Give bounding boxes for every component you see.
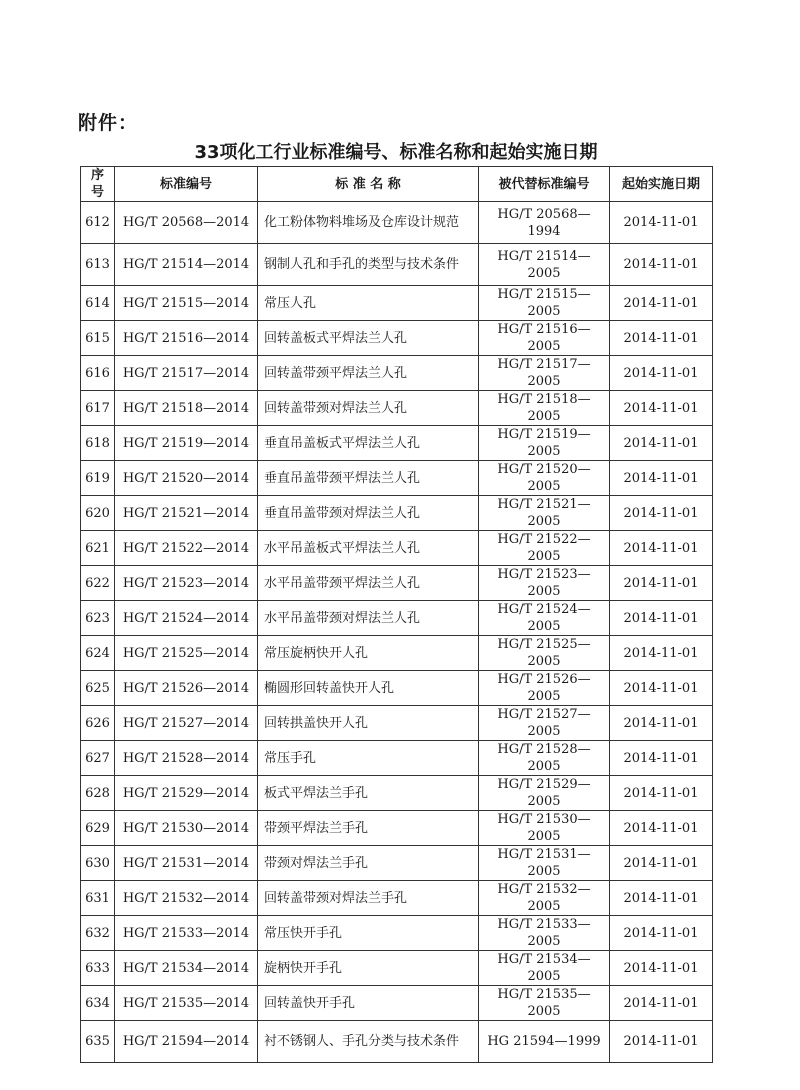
cell-seq: 612 — [81, 202, 115, 244]
cell-start-date: 2014-11-01 — [610, 881, 713, 916]
cell-replaced-standard: HG/T 21529—2005 — [479, 776, 610, 811]
table-row — [81, 286, 713, 321]
cell-standard-name: 常压快开手孔 — [258, 916, 479, 951]
cell-start-date: 2014-11-01 — [610, 244, 713, 286]
cell-seq: 634 — [81, 986, 115, 1021]
cell-seq: 616 — [81, 356, 115, 391]
cell-replaced-standard: HG/T 21517—2005 — [479, 356, 610, 391]
cell-standard-name: 回转拱盖快开人孔 — [258, 706, 479, 741]
table-row — [81, 706, 713, 741]
cell-replaced-standard: HG/T 21535—2005 — [479, 986, 610, 1021]
cell-standard-name: 常压旋柄快开人孔 — [258, 636, 479, 671]
cell-replaced-standard: HG/T 21522—2005 — [479, 531, 610, 566]
cell-start-date: 2014-11-01 — [610, 706, 713, 741]
cell-standard-number: HG/T 21528—2014 — [115, 741, 258, 776]
cell-replaced-standard: HG/T 21518—2005 — [479, 391, 610, 426]
cell-seq: 613 — [81, 244, 115, 286]
cell-seq: 630 — [81, 846, 115, 881]
cell-replaced-standard: HG/T 20568—1994 — [479, 202, 610, 244]
cell-standard-number: HG/T 21525—2014 — [115, 636, 258, 671]
cell-standard-name: 带颈平焊法兰手孔 — [258, 811, 479, 846]
cell-standard-name: 常压人孔 — [258, 286, 479, 321]
cell-standard-name: 衬不锈钢人、手孔分类与技术条件 — [258, 1021, 479, 1063]
cell-standard-number: HG/T 21527—2014 — [115, 706, 258, 741]
table-row — [81, 531, 713, 566]
table-row — [81, 951, 713, 986]
cell-standard-name: 板式平焊法兰手孔 — [258, 776, 479, 811]
cell-standard-number: HG/T 21534—2014 — [115, 951, 258, 986]
cell-replaced-standard: HG/T 21523—2005 — [479, 566, 610, 601]
cell-standard-name: 钢制人孔和手孔的类型与技术条件 — [258, 244, 479, 286]
cell-replaced-standard: HG/T 21515—2005 — [479, 286, 610, 321]
header-standard-number: 标准编号 — [115, 167, 258, 202]
table-row — [81, 916, 713, 951]
cell-start-date: 2014-11-01 — [610, 391, 713, 426]
cell-standard-number: HG/T 21518—2014 — [115, 391, 258, 426]
cell-seq: 628 — [81, 776, 115, 811]
cell-replaced-standard: HG/T 21528—2005 — [479, 741, 610, 776]
cell-start-date: 2014-11-01 — [610, 776, 713, 811]
cell-start-date: 2014-11-01 — [610, 496, 713, 531]
cell-start-date: 2014-11-01 — [610, 356, 713, 391]
table-row — [81, 776, 713, 811]
cell-standard-number: HG/T 21594—2014 — [115, 1021, 258, 1063]
cell-standard-number: HG/T 21520—2014 — [115, 461, 258, 496]
header-replaced-standard: 被代替标准编号 — [479, 167, 610, 202]
cell-replaced-standard: HG/T 21524—2005 — [479, 601, 610, 636]
cell-standard-number: HG/T 21535—2014 — [115, 986, 258, 1021]
cell-replaced-standard: HG/T 21525—2005 — [479, 636, 610, 671]
table-row — [81, 356, 713, 391]
table-row — [81, 1021, 713, 1063]
table-row — [81, 244, 713, 286]
cell-seq: 625 — [81, 671, 115, 706]
cell-standard-name: 垂直吊盖带颈平焊法兰人孔 — [258, 461, 479, 496]
cell-replaced-standard: HG/T 21521—2005 — [479, 496, 610, 531]
cell-start-date: 2014-11-01 — [610, 321, 713, 356]
table-row — [81, 461, 713, 496]
cell-standard-number: HG/T 21517—2014 — [115, 356, 258, 391]
cell-replaced-standard: HG/T 21514—2005 — [479, 244, 610, 286]
cell-seq: 632 — [81, 916, 115, 951]
cell-start-date: 2014-11-01 — [610, 846, 713, 881]
cell-standard-name: 水平吊盖带颈平焊法兰人孔 — [258, 566, 479, 601]
cell-start-date: 2014-11-01 — [610, 531, 713, 566]
cell-standard-number: HG/T 21519—2014 — [115, 426, 258, 461]
cell-start-date: 2014-11-01 — [610, 741, 713, 776]
table-row — [81, 496, 713, 531]
cell-standard-number: HG/T 21531—2014 — [115, 846, 258, 881]
cell-seq: 631 — [81, 881, 115, 916]
cell-seq: 619 — [81, 461, 115, 496]
cell-standard-name: 带颈对焊法兰手孔 — [258, 846, 479, 881]
table-row — [81, 846, 713, 881]
cell-standard-name: 旋柄快开手孔 — [258, 951, 479, 986]
cell-replaced-standard: HG/T 21520—2005 — [479, 461, 610, 496]
cell-start-date: 2014-11-01 — [610, 426, 713, 461]
cell-seq: 615 — [81, 321, 115, 356]
cell-seq: 622 — [81, 566, 115, 601]
cell-standard-number: HG/T 21514—2014 — [115, 244, 258, 286]
cell-seq: 620 — [81, 496, 115, 531]
header-seq: 序号 — [81, 167, 115, 202]
table-row — [81, 601, 713, 636]
cell-standard-number: HG/T 20568—2014 — [115, 202, 258, 244]
cell-replaced-standard: HG/T 21534—2005 — [479, 951, 610, 986]
cell-start-date: 2014-11-01 — [610, 286, 713, 321]
cell-seq: 618 — [81, 426, 115, 461]
cell-standard-number: HG/T 21515—2014 — [115, 286, 258, 321]
cell-start-date: 2014-11-01 — [610, 811, 713, 846]
cell-seq: 629 — [81, 811, 115, 846]
cell-seq: 614 — [81, 286, 115, 321]
cell-seq: 624 — [81, 636, 115, 671]
cell-seq: 635 — [81, 1021, 115, 1063]
table-row — [81, 566, 713, 601]
cell-start-date: 2014-11-01 — [610, 951, 713, 986]
cell-start-date: 2014-11-01 — [610, 636, 713, 671]
table-row — [81, 202, 713, 244]
cell-standard-name: 回转盖板式平焊法兰人孔 — [258, 321, 479, 356]
cell-start-date: 2014-11-01 — [610, 1021, 713, 1063]
cell-standard-name: 化工粉体物料堆场及仓库设计规范 — [258, 202, 479, 244]
cell-standard-name: 回转盖带颈对焊法兰人孔 — [258, 391, 479, 426]
cell-standard-name: 椭圆形回转盖快开人孔 — [258, 671, 479, 706]
table-row — [81, 881, 713, 916]
table-header-row — [81, 167, 713, 202]
cell-standard-name: 回转盖快开手孔 — [258, 986, 479, 1021]
table-row — [81, 391, 713, 426]
table-row — [81, 986, 713, 1021]
cell-standard-number: HG/T 21521—2014 — [115, 496, 258, 531]
table-row — [81, 426, 713, 461]
cell-standard-number: HG/T 21529—2014 — [115, 776, 258, 811]
cell-replaced-standard: HG/T 21532—2005 — [479, 881, 610, 916]
cell-replaced-standard: HG 21594—1999 — [479, 1021, 610, 1063]
cell-seq: 617 — [81, 391, 115, 426]
cell-start-date: 2014-11-01 — [610, 566, 713, 601]
cell-start-date: 2014-11-01 — [610, 986, 713, 1021]
cell-standard-name: 水平吊盖带颈对焊法兰人孔 — [258, 601, 479, 636]
cell-standard-name: 回转盖带颈平焊法兰人孔 — [258, 356, 479, 391]
document-title: 33项化工行业标准编号、标准名称和起始实施日期 — [194, 142, 598, 163]
cell-standard-number: HG/T 21516—2014 — [115, 321, 258, 356]
cell-start-date: 2014-11-01 — [610, 671, 713, 706]
cell-seq: 627 — [81, 741, 115, 776]
cell-replaced-standard: HG/T 21527—2005 — [479, 706, 610, 741]
cell-standard-number: HG/T 21533—2014 — [115, 916, 258, 951]
cell-replaced-standard: HG/T 21530—2005 — [479, 811, 610, 846]
standards-table — [80, 166, 713, 1063]
cell-start-date: 2014-11-01 — [610, 601, 713, 636]
cell-start-date: 2014-11-01 — [610, 461, 713, 496]
table-row — [81, 741, 713, 776]
header-standard-name: 标 准 名 称 — [258, 167, 479, 202]
cell-replaced-standard: HG/T 21533—2005 — [479, 916, 610, 951]
cell-standard-name: 常压手孔 — [258, 741, 479, 776]
cell-seq: 626 — [81, 706, 115, 741]
table-row — [81, 321, 713, 356]
cell-standard-name: 水平吊盖板式平焊法兰人孔 — [258, 531, 479, 566]
cell-replaced-standard: HG/T 21526—2005 — [479, 671, 610, 706]
cell-seq: 621 — [81, 531, 115, 566]
cell-standard-number: HG/T 21523—2014 — [115, 566, 258, 601]
cell-standard-number: HG/T 21524—2014 — [115, 601, 258, 636]
cell-seq: 623 — [81, 601, 115, 636]
cell-standard-number: HG/T 21526—2014 — [115, 671, 258, 706]
cell-replaced-standard: HG/T 21516—2005 — [479, 321, 610, 356]
cell-standard-name: 垂直吊盖板式平焊法兰人孔 — [258, 426, 479, 461]
table-row — [81, 811, 713, 846]
cell-standard-number: HG/T 21522—2014 — [115, 531, 258, 566]
cell-seq: 633 — [81, 951, 115, 986]
table-row — [81, 636, 713, 671]
cell-replaced-standard: HG/T 21519—2005 — [479, 426, 610, 461]
cell-start-date: 2014-11-01 — [610, 202, 713, 244]
attachment-label: 附件： — [78, 112, 139, 134]
cell-standard-name: 回转盖带颈对焊法兰手孔 — [258, 881, 479, 916]
table-row — [81, 671, 713, 706]
header-start-date: 起始实施日期 — [610, 167, 713, 202]
cell-replaced-standard: HG/T 21531—2005 — [479, 846, 610, 881]
cell-standard-number: HG/T 21530—2014 — [115, 811, 258, 846]
cell-start-date: 2014-11-01 — [610, 916, 713, 951]
cell-standard-name: 垂直吊盖带颈对焊法兰人孔 — [258, 496, 479, 531]
cell-standard-number: HG/T 21532—2014 — [115, 881, 258, 916]
